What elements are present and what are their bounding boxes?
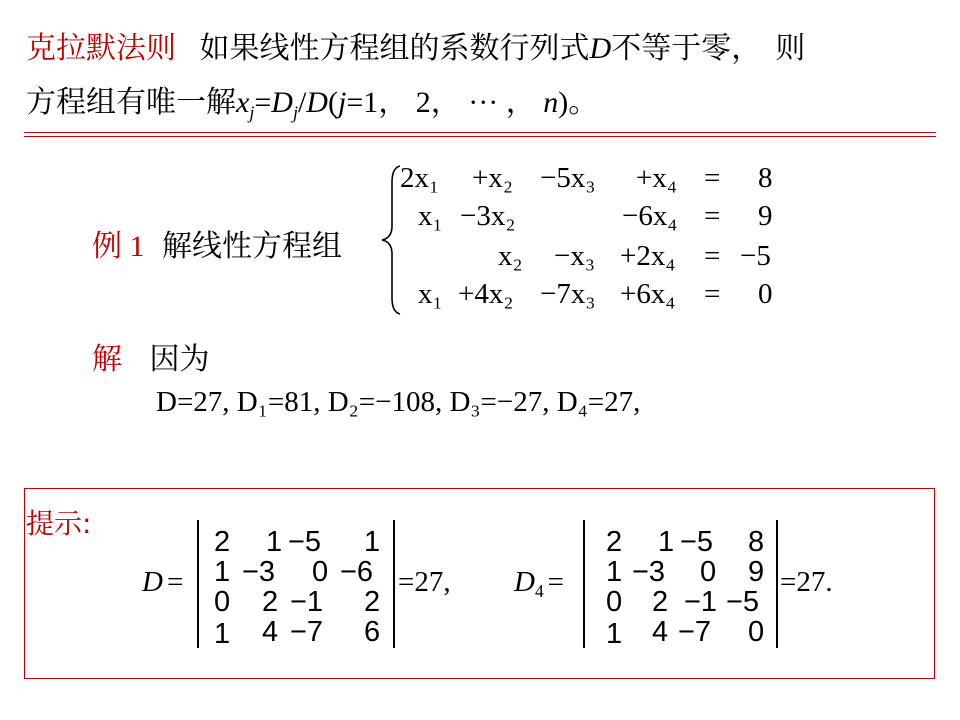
D-m13: −6: [340, 556, 374, 588]
eq3-eq: =: [704, 240, 721, 272]
eq4-t2: +4x₂: [458, 278, 514, 310]
eq3-rhs: −5: [740, 240, 771, 272]
theorem-D: D: [589, 32, 612, 65]
D-m11: −3: [242, 556, 276, 588]
formula-n: n: [543, 86, 559, 119]
D-bar-right: [393, 520, 395, 648]
theorem-line-1: [26, 31, 806, 66]
eq4-rhs: 0: [758, 278, 773, 310]
example-label-row: [92, 221, 342, 265]
D-m12: 0: [312, 556, 329, 588]
D-m02: −5: [288, 526, 322, 558]
hint-D-letter: D: [142, 566, 163, 598]
eq1-t4: +x₄: [636, 162, 677, 194]
solution-text: 因为: [149, 342, 210, 377]
formula-D-sub: j: [292, 102, 298, 123]
D4-m11: −3: [632, 556, 666, 588]
theorem-text-3: 则: [775, 31, 806, 66]
eq3-t3: −x₃: [554, 240, 595, 272]
theorem-name: 克拉默法则: [26, 31, 176, 66]
D4-m23: −5: [726, 586, 760, 618]
D4-matrix: [586, 522, 776, 650]
D-m30: 1: [214, 618, 231, 650]
eq3-t2: x₂: [498, 240, 523, 272]
example-text: 解线性方程组: [162, 229, 343, 264]
D4-m21: 2: [652, 586, 669, 618]
D4-bar-right: [776, 520, 778, 648]
theorem-text-2: 不等于零，: [611, 31, 762, 66]
D-m22: −1: [290, 586, 324, 618]
D-m20: 0: [214, 586, 231, 618]
D-m32: −7: [290, 616, 324, 648]
eq2-rhs: 9: [758, 200, 773, 232]
D4-m00: 2: [606, 526, 623, 558]
eq1-rhs: 8: [758, 162, 773, 194]
divider-top: [24, 132, 936, 133]
D4-m13: 9: [748, 556, 765, 588]
D-m01: 1: [266, 526, 283, 558]
hint-D-label: D =: [142, 566, 184, 598]
example-label: 例 1: [92, 230, 145, 263]
D4-m31: 4: [652, 616, 669, 648]
theorem-line2-text: 方程组有唯一解: [26, 85, 236, 120]
formula-end: )。: [558, 86, 599, 119]
D4-bar-left: [583, 520, 585, 648]
determinant-values: D=27, D₁=81, D₂=−108, D₃=−27, D₄=27,: [156, 386, 641, 418]
D4-m33: 0: [748, 616, 765, 648]
formula-x: x: [236, 86, 250, 119]
D4-m20: 0: [606, 586, 623, 618]
D-m00: 2: [214, 526, 231, 558]
divider-bottom: [24, 136, 936, 137]
eq3-t4: +2x₄: [620, 240, 676, 272]
hint-label: 提示:: [26, 507, 92, 540]
formula-slash: /: [297, 86, 307, 119]
eq1-t3: −5x₃: [540, 162, 596, 194]
D-matrix: [200, 522, 390, 650]
D4-m01: 1: [658, 526, 675, 558]
hint-D4-sub: 4: [534, 581, 544, 602]
D-m31: 4: [262, 616, 279, 648]
eq1-eq: =: [704, 162, 721, 194]
formula-j: j: [337, 86, 347, 119]
formula-range: =1， 2， ··· ，: [346, 86, 544, 119]
D4-m32: −7: [678, 616, 712, 648]
eq4-eq: =: [704, 278, 721, 310]
hint-D4-label: $D_4$ =: [514, 566, 565, 602]
eq1-t2: +x₂: [472, 162, 513, 194]
eq4-t1: x₁: [418, 278, 443, 310]
D4-m02: −5: [680, 526, 714, 558]
D4-m22: −1: [684, 586, 718, 618]
theorem-text-1: 如果线性方程组的系数行列式: [199, 31, 590, 66]
D-m23: 2: [364, 586, 381, 618]
D-m21: 2: [262, 586, 279, 618]
D4-m03: 8: [748, 526, 765, 558]
eq2-t2: −3x₂: [460, 200, 516, 232]
D4-m12: 0: [700, 556, 717, 588]
D-m10: 1: [214, 556, 231, 588]
formula-eq: =: [254, 86, 272, 119]
D-m33: 6: [364, 616, 381, 648]
solution-label-row: [92, 334, 210, 378]
D4-m30: 1: [606, 618, 623, 650]
eq4-t4: +6x₄: [620, 278, 676, 310]
formula-x-sub: j: [249, 102, 255, 123]
D-bar-left: [197, 520, 199, 648]
eq1-t1: 2x₁: [400, 162, 440, 194]
D4-result: =27.: [780, 566, 833, 598]
eq2-t4: −6x₄: [622, 200, 678, 232]
formula-D: D: [271, 86, 293, 119]
eq4-t3: −7x₃: [540, 278, 596, 310]
eq2-t1: x₁: [418, 200, 443, 232]
formula-paren: (: [327, 86, 338, 119]
equation-system: [400, 162, 800, 322]
formula-D2: D: [306, 86, 328, 119]
D4-m10: 1: [606, 556, 623, 588]
D-m03: 1: [364, 526, 381, 558]
solution-label: 解: [92, 342, 122, 377]
theorem-line-2: [26, 85, 599, 123]
D-result: =27,: [398, 566, 451, 598]
hint-D4-letter: D: [514, 566, 535, 598]
eq2-eq: =: [704, 200, 721, 232]
